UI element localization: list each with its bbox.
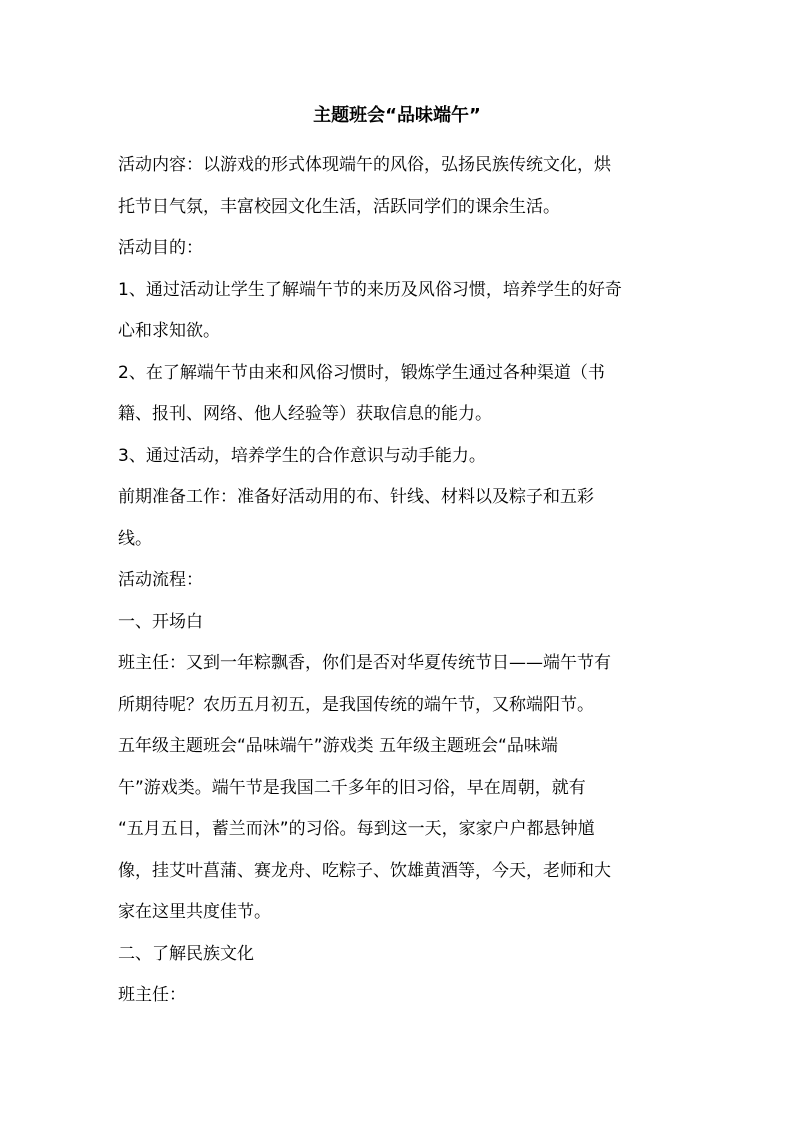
paragraph-line: 家在这里共度佳节。 (118, 902, 271, 922)
paragraph-line: 线。 (118, 528, 152, 549)
paragraph-line: 活动内容：以游戏的形式体现端午的风俗，弘扬民族传统文化，烘 (118, 155, 611, 175)
paragraph-line: “五月五日，蓄兰而沐”的习俗。每到这一天，家家户户都悬钟馗 (118, 819, 595, 839)
section-heading: 一、开场白 (118, 611, 203, 632)
paragraph-line: 托节日气氛，丰富校园文化生活，活跃同学们的课余生活。 (118, 196, 560, 217)
paragraph-line: 所期待呢？农历五月初五，是我国传统的端午节，又称端阳节。 (118, 694, 594, 715)
paragraph-line: 2、在了解端午节由来和风俗习惯时，锻炼学生通过各种渠道（书 (118, 362, 605, 383)
section-heading: 活动目的： (118, 238, 203, 258)
section-heading: 二、了解民族文化 (118, 943, 254, 964)
paragraph-line: 3、通过活动，培养学生的合作意识与动手能力。 (118, 445, 486, 466)
paragraph-line: 心和求知欲。 (118, 321, 220, 341)
paragraph-line: 1、通过活动让学生了解端午节的来历及风俗习惯，培养学生的好奇 (118, 279, 622, 300)
paragraph-line: 像，挂艾叶菖蒲、赛龙舟、吃粽子、饮雄黄酒等，今天，老师和大 (118, 860, 611, 881)
paragraph-line: 班主任： (118, 985, 186, 1005)
paragraph-line: 班主任：又到一年粽飘香，你们是否对华夏传统节日——端午节有 (118, 653, 611, 673)
paragraph-line: 前期准备工作：准备好活动用的布、针线、材料以及粽子和五彩 (118, 487, 594, 507)
paragraph-line: 午”游戏类。端午节是我国二千多年的旧习俗，早在周朝，就有 (118, 777, 586, 798)
section-heading: 活动流程： (118, 570, 203, 590)
document-body (118, 145, 678, 1017)
document-title: 主题班会“品味端午” (313, 105, 481, 126)
paragraph-line: 五年级主题班会“品味端午”游戏类 五年级主题班会“品味端 (118, 736, 558, 756)
paragraph-line: 籍、报刊、网络、他人经验等）获取信息的能力。 (118, 404, 492, 424)
